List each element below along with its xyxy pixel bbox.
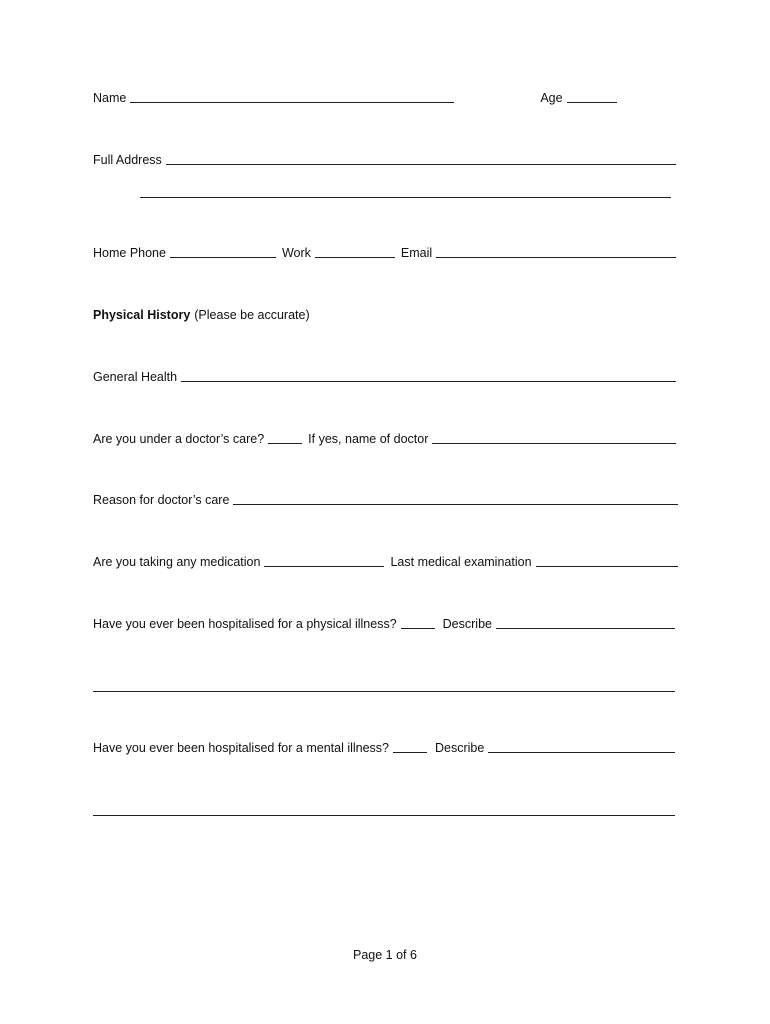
describe-label-physical: Describe (442, 617, 492, 631)
mental-hospital-row (93, 738, 675, 756)
physical-hospital-answer-field[interactable] (401, 628, 435, 629)
email-label: Email (400, 246, 433, 260)
name-field[interactable] (130, 102, 454, 103)
doctor-care-row (93, 429, 676, 447)
physical-history-heading: Physical History (93, 308, 191, 322)
mental-describe-row-2 (93, 801, 675, 819)
address-field-line-2[interactable] (140, 197, 671, 198)
mental-describe-field[interactable] (488, 752, 675, 753)
medication-row (93, 552, 678, 570)
page-number: Page 1 of 6 (353, 948, 417, 962)
last-exam-field[interactable] (536, 566, 678, 567)
physical-hospital-question: Have you ever been hospitalised for a physical illness? (93, 617, 397, 631)
work-field[interactable] (315, 257, 395, 258)
doctor-care-answer-field[interactable] (268, 443, 302, 444)
physical-describe-field-line-2[interactable] (93, 691, 675, 692)
mental-describe-field-line-2[interactable] (93, 815, 675, 816)
age-field[interactable] (567, 102, 617, 103)
address-row-2 (140, 183, 671, 201)
general-health-label: General Health (93, 370, 178, 384)
work-label: Work (281, 246, 311, 260)
medication-field[interactable] (264, 566, 384, 567)
physical-history-heading-row (93, 305, 676, 323)
describe-label-mental: Describe (435, 741, 485, 755)
medication-label: Are you taking any medication (93, 555, 261, 569)
home-phone-label: Home Phone (93, 246, 166, 260)
physical-history-note: (Please be accurate) (194, 308, 310, 322)
general-health-row (93, 367, 676, 385)
age-label: Age (540, 91, 563, 105)
doctor-care-question: Are you under a doctor’s care? (93, 432, 265, 446)
last-exam-label: Last medical examination (390, 555, 532, 569)
name-row (93, 88, 676, 106)
email-field[interactable] (436, 257, 676, 258)
address-field-line-1[interactable] (166, 164, 676, 165)
phone-row (93, 243, 676, 261)
address-row (93, 150, 676, 168)
general-health-field[interactable] (181, 381, 676, 382)
physical-hospital-row (93, 614, 675, 632)
mental-hospital-question: Have you ever been hospitalised for a mental illness? (93, 741, 390, 755)
home-phone-field[interactable] (170, 257, 276, 258)
full-address-label: Full Address (93, 153, 162, 167)
physical-describe-row-2 (93, 677, 675, 695)
reason-field[interactable] (233, 504, 678, 505)
doctor-name-field[interactable] (432, 443, 676, 444)
physical-describe-field[interactable] (496, 628, 675, 629)
reason-row (93, 490, 678, 508)
reason-label: Reason for doctor’s care (93, 493, 230, 507)
name-label: Name (93, 91, 127, 105)
mental-hospital-answer-field[interactable] (393, 752, 427, 753)
doctor-name-label: If yes, name of doctor (308, 432, 429, 446)
